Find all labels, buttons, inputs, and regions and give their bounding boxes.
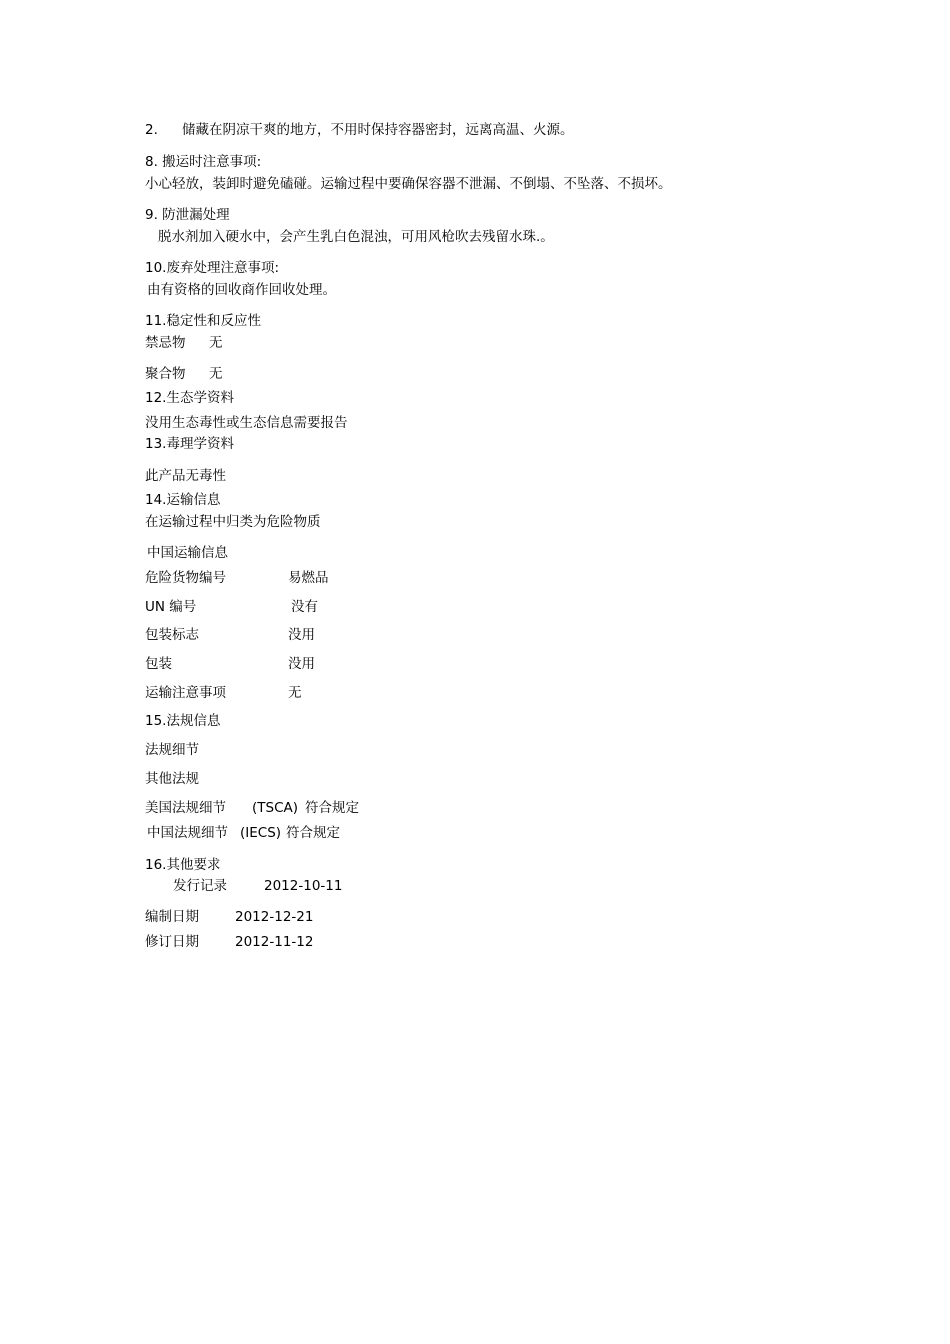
transport-row-label: 包装标志: [145, 627, 199, 643]
section9-heading: 9. 防泄漏处理: [145, 207, 230, 223]
transport-row-value: 易燃品: [288, 570, 329, 586]
record-row-value: 2012-10-11: [264, 878, 343, 894]
section11-heading: 11.稳定性和反应性: [145, 313, 261, 329]
section10-text: 由有资格的回收商作回收处理。: [147, 282, 336, 298]
transport-row-label: UN 编号: [145, 599, 197, 615]
section14-heading: 14.运输信息: [145, 492, 221, 508]
transport-row-label: 危险货物编号: [145, 570, 226, 586]
transport-row-value: 无: [288, 685, 302, 701]
section9-text: 脱水剂加入硬水中，会产生乳白色混浊，可用风枪吹去残留水珠.。: [158, 229, 554, 245]
section10-heading: 10.废弃处理注意事项:: [145, 260, 280, 276]
section15-line1: 法规细节: [145, 742, 199, 758]
regulation-row-value: 符合规定: [286, 825, 340, 841]
transport-row-value: 没用: [288, 627, 315, 643]
section15-heading: 15.法规信息: [145, 713, 221, 729]
section11-row-value: 无: [209, 335, 223, 351]
section14-subheading: 中国运输信息: [147, 545, 228, 561]
regulation-row-code: (IECS): [240, 825, 282, 841]
record-row-label: 发行记录: [173, 878, 227, 894]
transport-row-label: 运输注意事项: [145, 685, 226, 701]
section13-text: 此产品无毒性: [145, 468, 226, 484]
section12-heading: 12.生态学资料: [145, 390, 234, 406]
section16-heading: 16.其他要求: [145, 857, 221, 873]
section14-text: 在运输过程中归类为危险物质: [145, 514, 321, 530]
record-row-label: 修订日期: [145, 934, 199, 950]
section11-row-value: 无: [209, 366, 223, 382]
section11-row-label: 禁忌物: [145, 335, 186, 351]
record-row-label: 编制日期: [145, 909, 199, 925]
section13-heading: 13.毒理学资料: [145, 436, 234, 452]
regulation-row-label: 美国法规细节: [145, 800, 226, 816]
section8-heading: 8. 搬运时注意事项:: [145, 154, 262, 170]
regulation-row-label: 中国法规细节: [147, 825, 228, 841]
section8-text: 小心轻放，装卸时避免磕碰。运输过程中要确保容器不泄漏、不倒塌、不坠落、不损坏。: [145, 176, 672, 192]
transport-row-label: 包装: [145, 656, 172, 672]
record-row-value: 2012-11-12: [235, 934, 314, 950]
section12-text: 没用生态毒性或生态信息需要报告: [145, 415, 348, 431]
storage-item-number: 2.: [145, 122, 158, 138]
transport-row-value: 没有: [291, 599, 318, 615]
transport-row-value: 没用: [288, 656, 315, 672]
record-row-value: 2012-12-21: [235, 909, 314, 925]
regulation-row-code: (TSCA): [252, 800, 299, 816]
storage-item-text: 储藏在阴凉干爽的地方，不用时保持容器密封，远离高温、火源。: [182, 122, 574, 138]
regulation-row-value: 符合规定: [305, 800, 359, 816]
section11-row-label: 聚合物: [145, 366, 186, 382]
section15-line2: 其他法规: [145, 771, 199, 787]
